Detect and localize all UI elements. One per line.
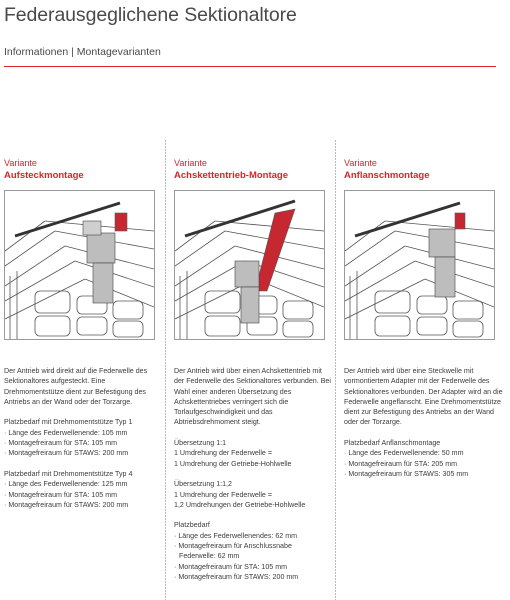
list-item: · Länge des Federwellenende: 50 mm — [344, 449, 464, 458]
page-subtitle: Informationen | Montagevarianten — [4, 46, 161, 58]
column-separator — [335, 140, 336, 600]
list-item: · Montagefreiraum für STAWS: 200 mm — [4, 500, 129, 509]
block-heading: Platzbedarf Anflanschmontage — [344, 439, 441, 448]
variant-column-anflansch — [344, 140, 504, 600]
illustration-achskettentrieb — [174, 190, 325, 340]
block-heading: Platzbedarf — [174, 521, 210, 530]
description: Der Antrieb wird über eine Steckwelle mit vormontiertem Adapter mit der Federwelle des Sektionaltores verbunden. Der Adapter wird an die Federwelle angeflanscht. Eine Drehmomentstütze dient zur Befestigung des Antriebs an der Wand oder der Torzarge. — [344, 367, 503, 427]
door-drive-drawing — [175, 191, 324, 339]
list-item: 1 Umdrehung der Federwelle = — [174, 449, 272, 458]
list-item: · Länge des Federwellenende: 105 mm — [4, 428, 128, 437]
space-block — [4, 469, 164, 510]
list-item: · Länge des Federwellenende: 125 mm — [4, 480, 128, 489]
block-heading: Platzbedarf mit Drehmomentstütze Typ 4 — [4, 469, 133, 478]
list-item: · Montagefreiraum für STAWS: 200 mm — [174, 572, 299, 581]
block-heading: Platzbedarf mit Drehmomentstütze Typ 1 — [4, 418, 133, 427]
list-item: · Montagefreiraum für STAWS: 305 mm — [344, 469, 469, 478]
description: Der Antrieb wird über einen Achskettentrieb mit der Federwelle des Sektionaltores verbunden. Bei Wahl einer anderen Übersetzung des Achskettentriebes verringert sich die Torlaufgeschwindigkeit und das Abtriebsdrehmoment steigt. — [174, 367, 331, 427]
ratio-block — [174, 438, 334, 469]
list-item: · Montagefreiraum für STA: 105 mm — [4, 439, 118, 448]
variant-name: Aufsteckmontage — [4, 170, 84, 181]
list-item: 1 Umdrehung der Getriebe-Hohlwelle — [174, 459, 292, 468]
list-item: · Montagefreiraum für STAWS: 200 mm — [4, 449, 129, 458]
header-rule — [4, 66, 496, 67]
column-separator — [165, 140, 166, 600]
list-item: Federwelle: 62 mm — [179, 552, 240, 561]
space-block — [4, 417, 164, 458]
space-block — [344, 438, 504, 479]
illustration-anflanschmontage — [344, 190, 495, 340]
variant-column-achskettentrieb — [174, 140, 334, 600]
variant-label: Variante — [4, 158, 37, 168]
list-item: · Montagefreiraum für Anschlussnabe — [174, 542, 292, 551]
illustration-aufsteckmontage — [4, 190, 155, 340]
list-item: 1 Umdrehung der Federwelle = — [174, 490, 272, 499]
variant-text — [174, 366, 334, 593]
list-item: 1,2 Umdrehungen der Getriebe-Hohlwelle — [174, 500, 306, 509]
block-heading: Übersetzung 1:1 — [174, 439, 227, 448]
door-drive-drawing — [345, 191, 494, 339]
variant-name: Anflanschmontage — [344, 170, 430, 181]
ratio-block — [174, 479, 334, 510]
variant-label: Variante — [174, 158, 207, 168]
door-drive-drawing — [5, 191, 154, 339]
block-heading: Übersetzung 1:1,2 — [174, 480, 232, 489]
list-item: · Montagefreiraum für STA: 205 mm — [344, 459, 458, 468]
variant-label: Variante — [344, 158, 377, 168]
space-block — [174, 520, 334, 582]
variant-name: Achskettentrieb-Montage — [174, 170, 289, 181]
description: Der Antrieb wird direkt auf die Federwelle des Sektionaltores aufgesteckt. Eine Drehmomentstütze dient zur Befestigung des Antriebs an der Wand oder der Torzarge. — [4, 367, 148, 406]
page-title: Federausgeglichene Sektionaltore — [4, 4, 297, 26]
variant-text — [4, 366, 164, 520]
list-item: · Montagefreiraum für STA: 105 mm — [4, 490, 118, 499]
list-item: · Montagefreiraum für STA: 105 mm — [174, 562, 288, 571]
variant-column-aufsteck — [4, 140, 164, 600]
variant-text — [344, 366, 504, 490]
list-item: · Länge des Federwellenendes: 62 mm — [174, 531, 298, 540]
